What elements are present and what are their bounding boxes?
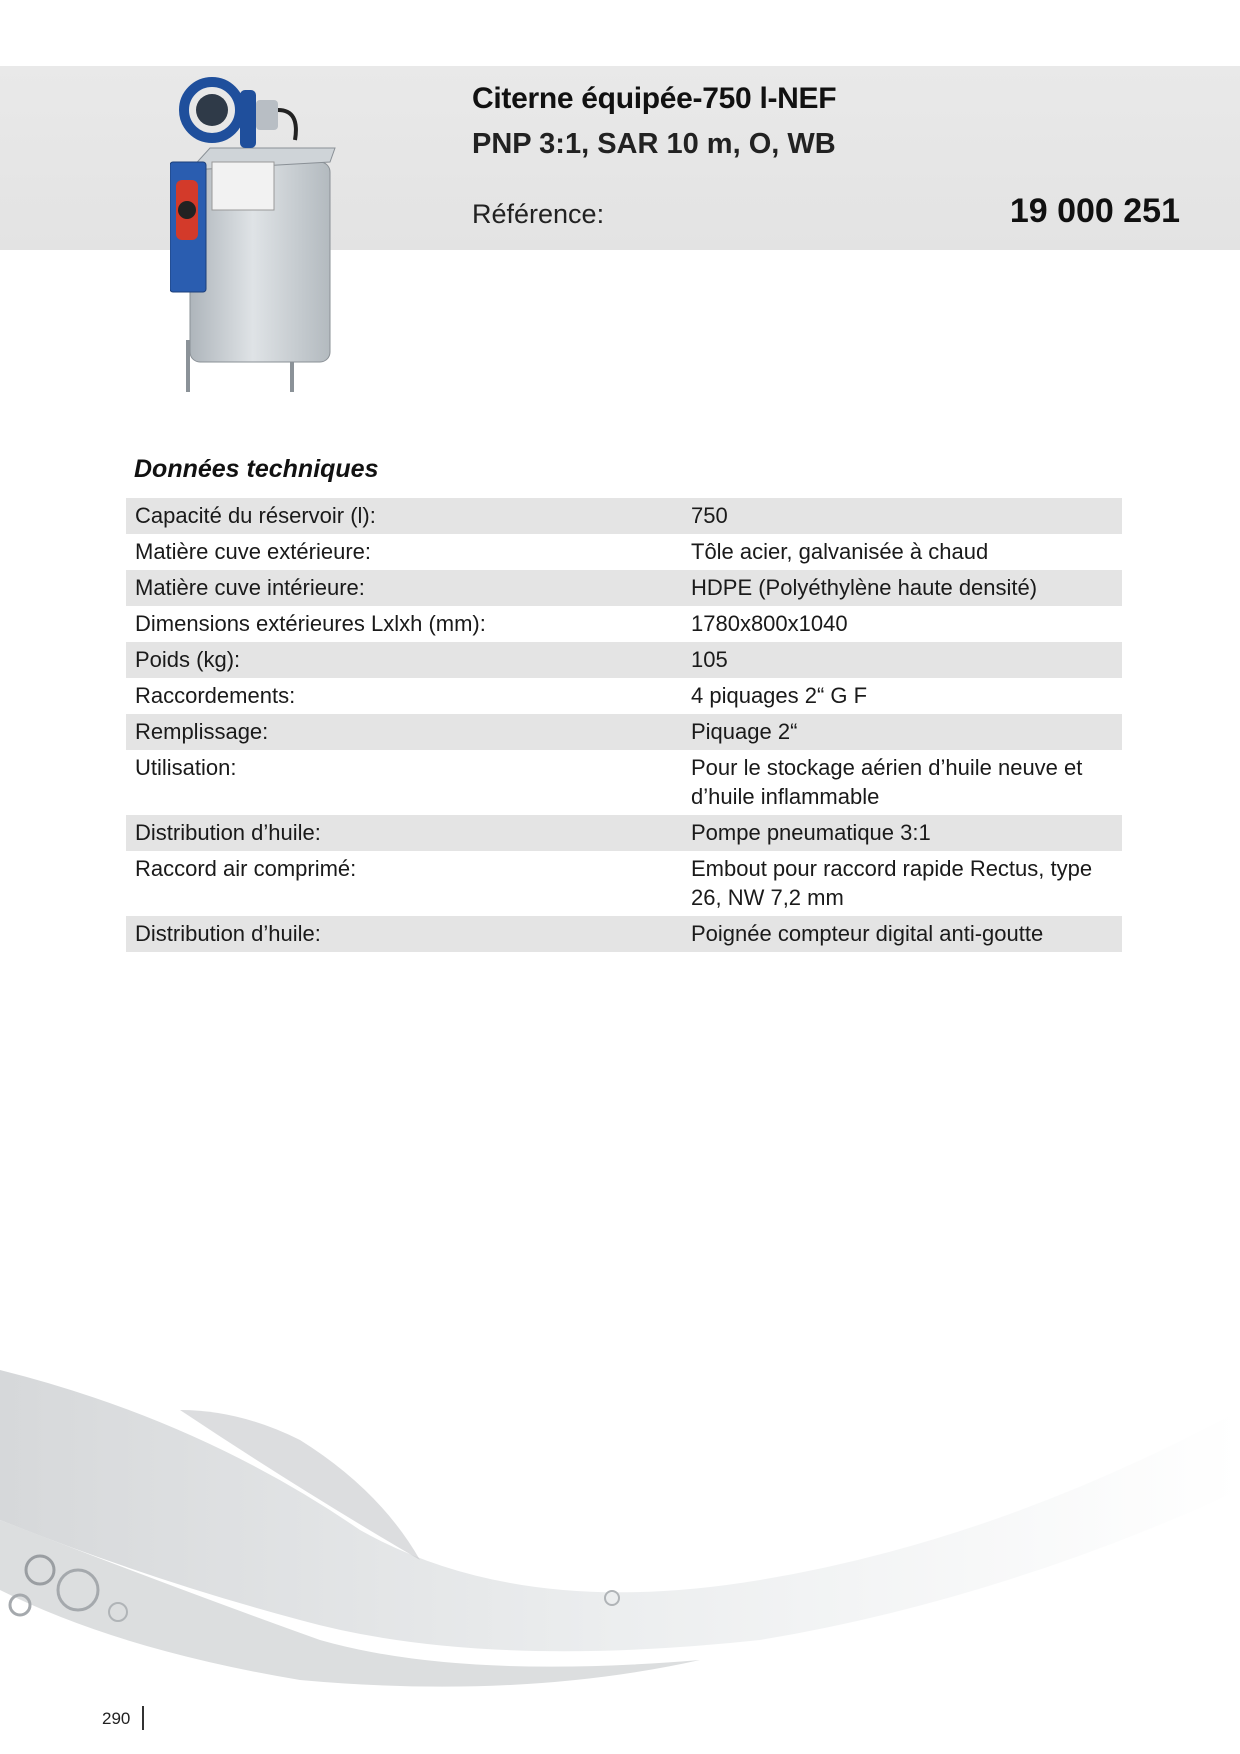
spec-value: Poignée compteur digital anti-goutte	[682, 916, 1122, 952]
spec-value: 1780x800x1040	[691, 611, 848, 636]
reference-label: Référence:	[472, 199, 605, 229]
spec-label: Matière cuve extérieure:	[135, 539, 371, 564]
table-row	[126, 606, 1122, 642]
spec-label: Dimensions extérieures Lxlxh (mm):	[135, 611, 486, 636]
product-image-tank	[170, 70, 380, 406]
spec-label: Distribution d’huile:	[126, 815, 682, 851]
spec-value: Embout pour raccord rapide Rectus, type 26, NW 7,2 mm	[691, 856, 1093, 910]
product-subtitle: PNP 3:1, SAR 10 m, O, WB	[472, 128, 836, 160]
spec-value: Piquage 2“	[682, 714, 1122, 750]
spec-label: Utilisation:	[135, 755, 237, 780]
table-row	[126, 916, 1122, 952]
spec-label: Raccord air comprimé:	[135, 856, 357, 881]
product-title: Citerne équipée-750 l-NEF	[472, 82, 837, 115]
table-row	[126, 534, 1122, 570]
page-number-divider	[142, 1706, 144, 1730]
spec-label: Capacité du réservoir (l):	[126, 498, 682, 534]
spec-label: Remplissage:	[126, 714, 682, 750]
table-row	[126, 851, 1122, 916]
spec-value: Pour le stockage aérien d’huile neuve et d’huile inflammable	[691, 755, 1083, 809]
table-row	[126, 750, 1122, 815]
section-title-specs: Données techniques	[134, 455, 379, 483]
spec-value: HDPE (Polyéthylène haute densité)	[682, 570, 1122, 606]
table-row	[126, 570, 1122, 606]
table-row	[126, 815, 1122, 851]
water-splash-decoration	[0, 1260, 1240, 1710]
spec-label: Distribution d’huile:	[126, 916, 682, 952]
spec-value: Tôle acier, galvanisée à chaud	[691, 539, 989, 564]
spec-label: Raccordements:	[135, 683, 296, 708]
spec-label: Poids (kg):	[126, 642, 682, 678]
spec-label: Matière cuve intérieure:	[126, 570, 682, 606]
spec-table	[126, 498, 1122, 952]
table-row	[126, 642, 1122, 678]
spec-value: 105	[682, 642, 1122, 678]
page-number: 290	[102, 1709, 131, 1728]
spec-value: 4 piquages 2“ G F	[691, 683, 868, 708]
table-row	[126, 678, 1122, 714]
spec-value: Pompe pneumatique 3:1	[682, 815, 1122, 851]
table-row	[126, 498, 1122, 534]
reference-number: 19 000 251	[1009, 192, 1180, 230]
table-row	[126, 714, 1122, 750]
spec-value: 750	[682, 498, 1122, 534]
